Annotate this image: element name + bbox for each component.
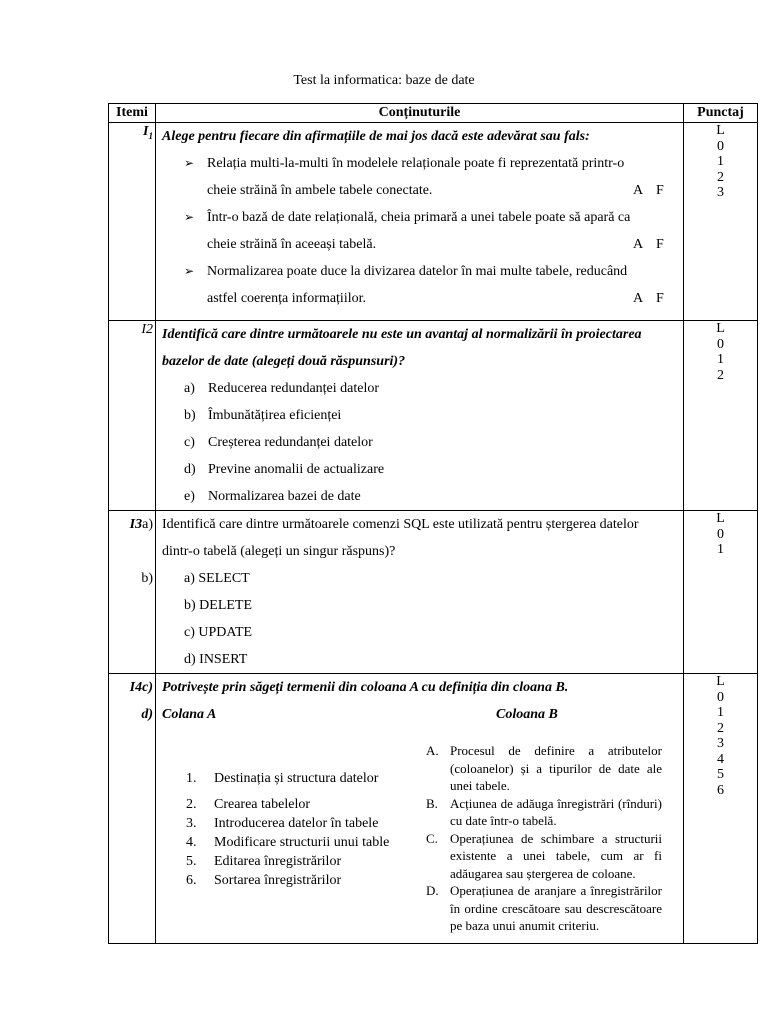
- true-false-choice[interactable]: A F: [633, 291, 664, 306]
- points-i1: L 0 1 2 3: [684, 123, 758, 321]
- item-row-i2: [109, 321, 758, 511]
- list-item[interactable]: 5. Editarea înregistrărilor: [186, 854, 342, 869]
- column-a-list: [186, 769, 389, 890]
- statement: ➢ Într-o bază de date relațională, cheia primară a unei tabele poate să apară ca cheie străină în aceeași tabelă. A F: [162, 204, 679, 258]
- true-false-choice[interactable]: A F: [633, 183, 664, 198]
- list-item[interactable]: A. Procesul de definire a atributelor (coloanelor) și a tipurilor de date ale unei tabele.: [426, 743, 662, 793]
- column-a-title: Colana A: [162, 707, 217, 722]
- answer-option[interactable]: a) Reducerea redundanței datelor: [184, 381, 380, 396]
- question-text: dintr-o tabelă (alegeți un singur răspuns)?: [162, 544, 396, 559]
- arrow-bullet-icon: ➢: [184, 210, 195, 224]
- column-b-title: Coloana B: [496, 707, 558, 722]
- list-item[interactable]: 2. Crearea tabelelor: [186, 797, 310, 812]
- item-content-i1: [156, 123, 684, 321]
- question-text: Alege pentru fiecare din afirmațiile de mai jos dacă este adevărat sau fals:: [162, 129, 590, 144]
- header-row: [109, 104, 758, 123]
- test-table: [108, 103, 758, 944]
- statement: ➢ Normalizarea poate duce la divizarea datelor în mai multe tabele, reducând astfel coerența informațiilor. A F: [162, 258, 679, 312]
- points-i2: L 0 1 2: [684, 321, 758, 511]
- header-items: Itemi: [109, 104, 156, 123]
- answer-option[interactable]: d) Previne anomalii de actualizare: [184, 462, 385, 477]
- answer-option[interactable]: a) SELECT: [184, 571, 250, 586]
- item-label-i4: I4c) d): [109, 674, 156, 944]
- item-label-i2: I2: [109, 321, 156, 511]
- answer-option[interactable]: d) INSERT: [184, 652, 248, 667]
- item-content-i4: [156, 674, 684, 944]
- question-text: Identifică care dintre următoarele nu este un avantaj al normalizării în proiectarea: [162, 327, 642, 342]
- points-i3: L 0 1: [684, 511, 758, 674]
- item-row-i1: [109, 123, 758, 321]
- item-content-i2: [156, 321, 684, 511]
- list-item[interactable]: 3. Introducerea datelor în tabele: [186, 816, 379, 831]
- item-label-i1: $I_1$: [109, 123, 156, 321]
- true-false-choice[interactable]: A F: [633, 237, 664, 252]
- arrow-bullet-icon: ➢: [184, 264, 195, 278]
- list-item[interactable]: D. Operațiunea de aranjare a înregistrărilor în ordine crescătoare sau descrescătoare pe baza unui anumit criteriu.: [426, 883, 662, 933]
- list-item[interactable]: B. Acțiunea de adăuga înregistrări (rînduri) cu date într-o tabelă.: [426, 795, 662, 828]
- header-points: Punctaj: [684, 104, 758, 123]
- answer-option[interactable]: c) Creșterea redundanței datelor: [184, 435, 373, 450]
- header-content: Conținuturile: [156, 104, 684, 123]
- matching-columns: [162, 701, 679, 933]
- list-item[interactable]: C. Operațiunea de schimbare a structurii existente a unei tabele, cum ar fi adăugarea sau ștergerea de coloane.: [426, 830, 662, 881]
- item-row-i3: [109, 511, 758, 674]
- item-row-i4: [109, 674, 758, 944]
- question-text: Potrivește prin săgeți termenii din coloana A cu definiția din cloana B.: [162, 680, 569, 695]
- list-item[interactable]: 6. Sortarea înregistrărilor: [186, 873, 342, 888]
- page-title: Test la informatica: baze de date: [293, 73, 475, 88]
- item-label-i3: I3a) b): [109, 511, 156, 674]
- answer-option[interactable]: c) UPDATE: [184, 625, 253, 640]
- answer-option[interactable]: b) Îmbunătățirea eficienței: [184, 408, 342, 423]
- item-content-i3: [156, 511, 684, 674]
- statement: ➢ Relația multi-la-multi în modelele relaționale poate fi reprezentată printr-o cheie străină în ambele tabele conectate. A F: [162, 150, 679, 204]
- arrow-bullet-icon: ➢: [184, 156, 195, 170]
- question-text: bazelor de date (alegeți două răspunsuri)?: [162, 354, 406, 369]
- list-item[interactable]: 1. Destinația și structura datelor: [186, 771, 379, 786]
- answer-option[interactable]: e) Normalizarea bazei de date: [184, 489, 361, 504]
- points-i4: L 0 1 2 3 4 5 6: [684, 674, 758, 944]
- answer-option[interactable]: b) DELETE: [184, 598, 253, 613]
- column-b-list: [424, 742, 662, 935]
- list-item[interactable]: 4. Modificare structurii unui table: [186, 835, 390, 850]
- question-text: Identifică care dintre următoarele comenzi SQL este utilizată pentru ștergerea datelor: [162, 517, 639, 532]
